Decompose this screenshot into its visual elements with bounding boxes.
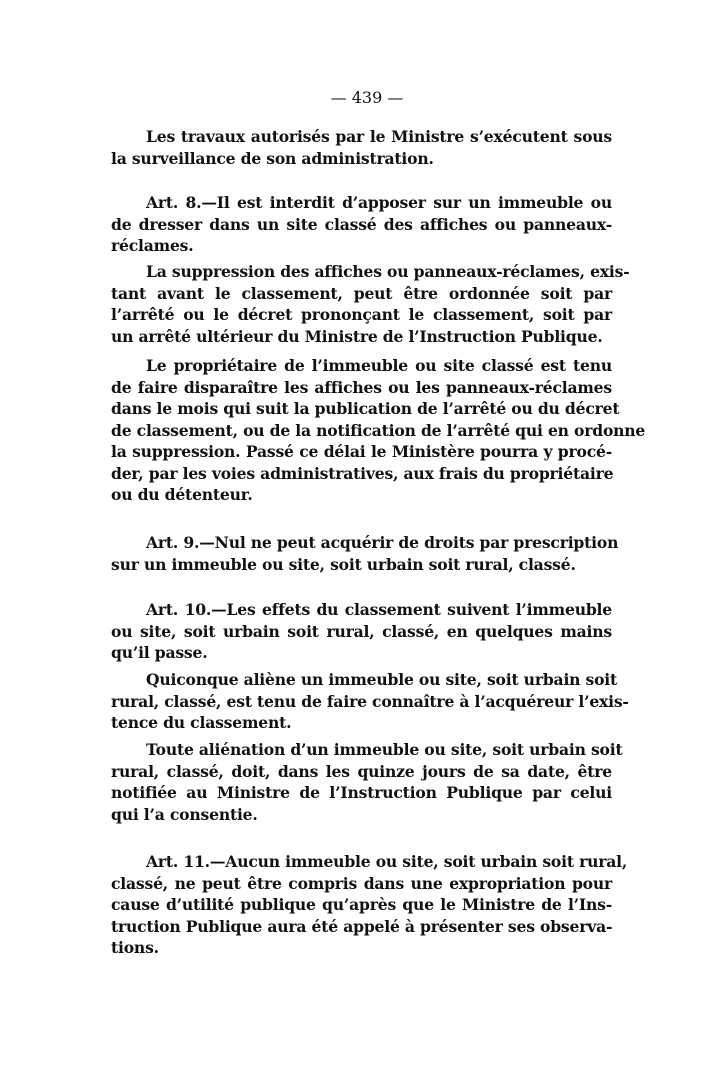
text-line: de dresser dans un site classé des affiches ou panneaux- [111, 214, 612, 234]
text-line: réclames. [111, 236, 194, 255]
text-line: Les travaux autorisés par le Ministre s’exécutent sous [146, 127, 612, 146]
article-8 [111, 192, 612, 257]
text-line: Quiconque aliène un immeuble ou site, soit urbain soit [146, 670, 618, 689]
text-line: Toute aliénation d’un immeuble ou site, soit urbain soit [146, 740, 623, 759]
text-line: la surveillance de son administration. [111, 148, 434, 168]
text-line: de classement, ou de la notification de l’arrêté qui en ordonne [111, 420, 646, 440]
paragraph-suppression [111, 261, 630, 347]
text-line: la suppression. Passé ce délai le Ministère pourra y procé- [111, 442, 612, 461]
text-line: de faire disparaître les affiches ou les panneaux-réclames [111, 377, 612, 397]
text-line: tant avant le classement, peut être ordonnée soit par [111, 283, 612, 303]
text-line: qu’il passe. [111, 643, 208, 662]
text-line: La suppression des affiches ou panneaux-réclames, exis- [146, 262, 630, 281]
text-line: qui l’a consentie. [111, 804, 258, 824]
text-line: truction Publique aura été appelé à présenter ses observa- [111, 916, 613, 936]
text-line: Art. 9.—Nul ne peut acquérir de droits par prescription [146, 533, 619, 552]
text-line: l’arrêté ou le décret prononçant le classement, soit par [111, 305, 612, 324]
paragraph-alienation-notification [111, 739, 623, 825]
text-line: Le propriétaire de l’immeuble ou site classé est tenu [146, 356, 612, 375]
article-9 [111, 532, 619, 575]
text-line: notifiée au Ministre de l’Instruction Publique par celui [111, 783, 612, 802]
text-line: tions. [111, 938, 159, 957]
text-line: Art. 11.—Aucun immeuble ou site, soit urbain soit rural, [146, 852, 628, 871]
text-line: un arrêté ultérieur du Ministre de l’Instruction Publique. [111, 326, 603, 346]
paragraph-owner-obligation [111, 355, 646, 506]
text-line: rural, classé, est tenu de faire connaître à l’acquéreur l’exis- [111, 691, 629, 711]
text-line: der, par les voies administratives, aux frais du propriétaire [111, 463, 614, 483]
page-number: — 439 — [330, 88, 404, 107]
paragraph-works-supervision [111, 126, 612, 169]
text-line: dans le mois qui suit la publication de l’arrêté ou du décret [111, 399, 620, 418]
text-line: Art. 8.—Il est interdit d’apposer sur un immeuble ou [146, 193, 612, 212]
text-line: ou site, soit urbain soit rural, classé, en quelques mains [111, 621, 612, 641]
text-line: Art. 10.—Les effets du classement suivent l’immeuble [146, 600, 612, 619]
article-10 [111, 599, 612, 664]
text-line: cause d’utilité publique qu’après que le Ministre de l’Ins- [111, 895, 612, 914]
text-line: tence du classement. [111, 713, 292, 732]
article-11 [111, 851, 628, 959]
text-line: classé, ne peut être compris dans une expropriation pour [111, 873, 612, 893]
text-line: ou du détenteur. [111, 485, 253, 504]
paragraph-alienation-notice [111, 669, 629, 734]
text-line: sur un immeuble ou site, soit urbain soit rural, classé. [111, 554, 576, 574]
text-line: rural, classé, doit, dans les quinze jours de sa date, être [111, 761, 612, 781]
